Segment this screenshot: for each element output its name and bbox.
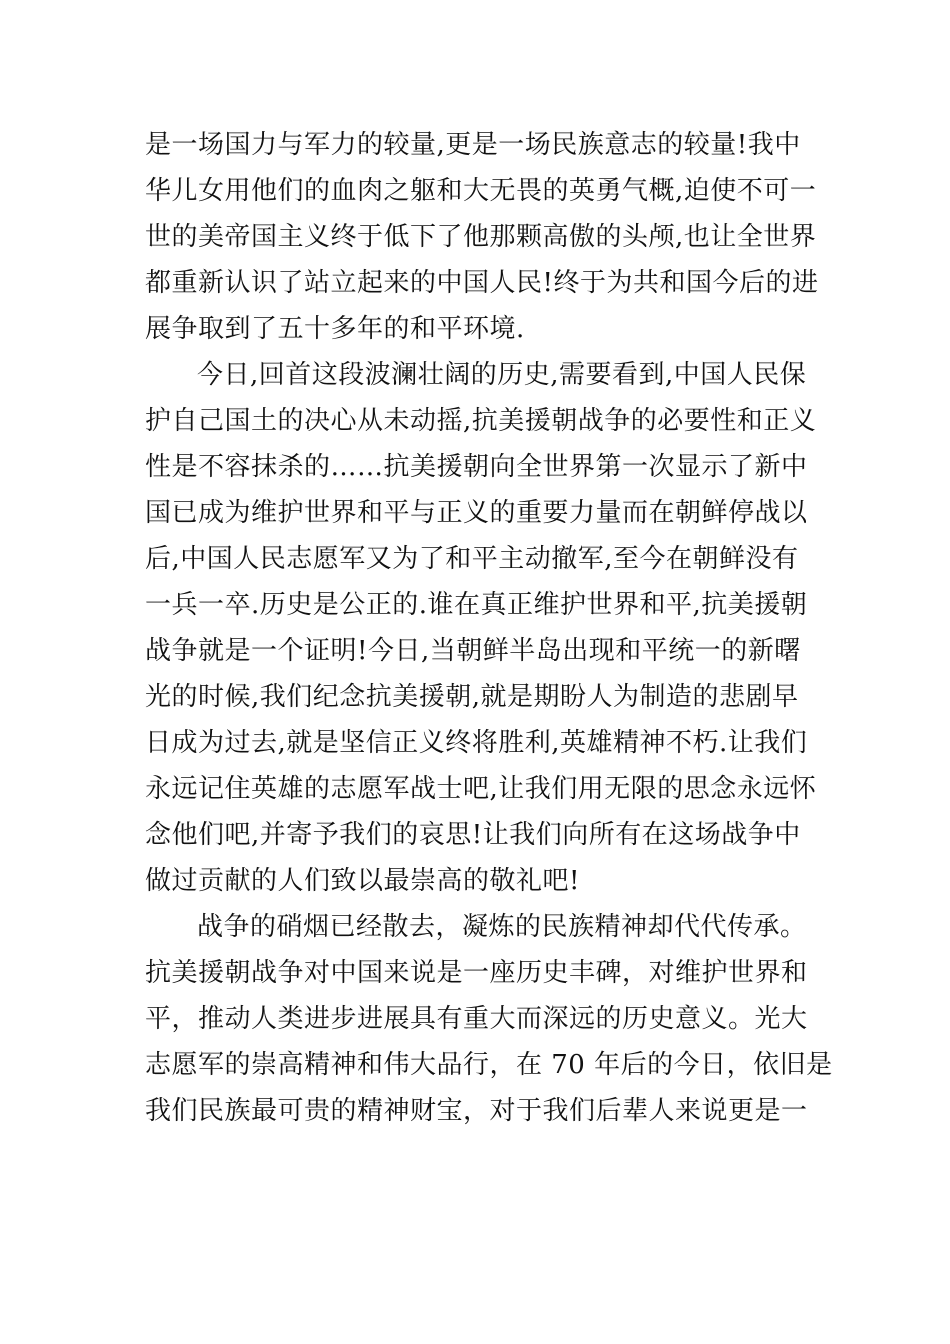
paragraph-2	[145, 352, 817, 904]
paragraph-line: 抗美援朝战争对中国来说是一座历史丰碑，对维护世界和	[145, 958, 808, 988]
paragraph-line: 国已成为维护世界和平与正义的重要力量而在朝鲜停战以	[145, 498, 808, 528]
paragraph-1	[145, 122, 819, 352]
paragraph-line: 战争就是一个证明!今日,当朝鲜半岛出现和平统一的新曙	[145, 636, 801, 666]
paragraph-line: 光的时候,我们纪念抗美援朝,就是期盼人为制造的悲剧早	[145, 682, 799, 712]
paragraph-3	[145, 904, 833, 1134]
paragraph-line: 世的美帝国主义终于低下了他那颗高傲的头颅,也让全世界	[145, 222, 817, 252]
paragraph-line: 志愿军的崇高精神和伟大品行，在 70 年后的今日，依旧是	[145, 1050, 833, 1080]
paragraph-line: 做过贡献的人们致以最崇高的敬礼吧!	[145, 866, 580, 896]
paragraph-line: 念他们吧,并寄予我们的哀思!让我们向所有在这场战争中	[145, 820, 801, 850]
paragraph-line: 都重新认识了站立起来的中国人民!终于为共和国今后的进	[145, 268, 819, 298]
paragraph-line: 展争取到了五十多年的和平环境.	[145, 314, 525, 344]
paragraph-line: 永远记住英雄的志愿军战士吧,让我们用无限的思念永远怀	[145, 774, 817, 804]
paragraph-line: 护自己国土的决心从未动摇,抗美援朝战争的必要性和正义	[145, 406, 817, 436]
paragraph-first-line: 战争的硝烟已经散去，凝炼的民族精神却代代传承。	[197, 912, 807, 942]
paragraph-line: 我们民族最可贵的精神财宝，对于我们后辈人来说更是一	[145, 1096, 808, 1126]
paragraph-first-line: 今日,回首这段波澜壮阔的历史,需要看到,中国人民保	[197, 360, 807, 390]
paragraph-line: 日成为过去,就是坚信正义终将胜利,英雄精神不朽.让我们	[145, 728, 808, 758]
paragraph-line: 平，推动人类进步进展具有重大而深远的历史意义。光大	[145, 1004, 808, 1034]
paragraph-line: 后,中国人民志愿军又为了和平主动撤军,至今在朝鲜没有	[145, 544, 799, 574]
paragraph-line: 华儿女用他们的血肉之躯和大无畏的英勇气概,迫使不可一	[145, 176, 817, 206]
paragraph-line: 性是不容抹杀的……抗美援朝向全世界第一次显示了新中	[145, 452, 808, 482]
document-body	[145, 122, 833, 1134]
paragraph-line: 是一场国力与军力的较量,更是一场民族意志的较量!我中	[145, 130, 801, 160]
paragraph-line: 一兵一卒.历史是公正的.谁在真正维护世界和平,抗美援朝	[145, 590, 808, 620]
